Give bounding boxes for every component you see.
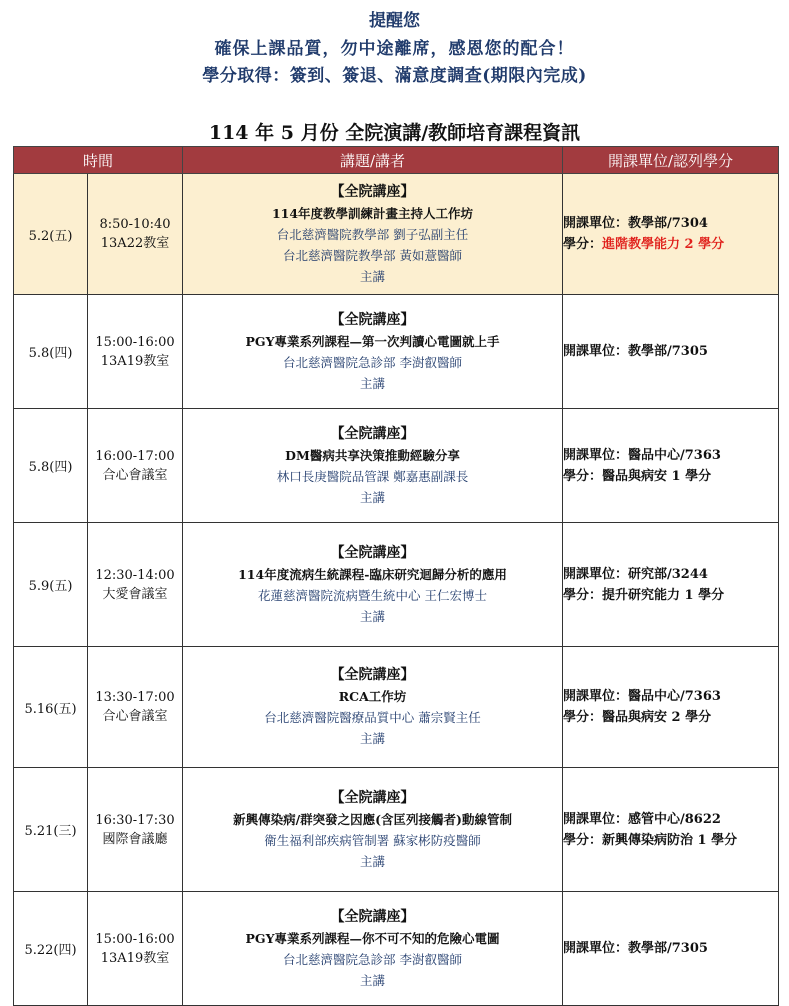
lecture-tag: 【全院講座】 (330, 908, 415, 925)
row-date: 5.2(五) (14, 174, 88, 295)
speaker: 林口長庚醫院品管課 鄭嘉惠副課長 (276, 468, 469, 484)
row-room: 13A19教室 (100, 950, 170, 966)
row-time-room (88, 409, 183, 523)
row-time-room (88, 523, 183, 647)
speaker: 台北慈濟醫院急診部 李澍叡醫師 (283, 354, 462, 370)
lecture-tag: 【全院講座】 (330, 667, 415, 683)
course-unit: 開課單位：感管中心/8622 (563, 811, 721, 827)
credit-label: 學分： (563, 587, 603, 603)
row-topic (183, 409, 563, 523)
row-room: 13A19教室 (100, 353, 170, 369)
speaker-role: 主講 (360, 489, 386, 505)
header-unit: 開課單位/認列學分 (563, 147, 779, 174)
row-time: 13:30-17:00 (95, 690, 175, 705)
course-title: PGY專業系列課程—你不可不知的危險心電圖 (245, 930, 500, 946)
page-title: 114 年 5 月份 全院演講/教師培育課程資訊 (208, 122, 581, 144)
course-title: DM醫病共享決策推動經驗分享 (285, 447, 460, 463)
course-title: PGY專業系列課程—第一次判讀心電圖就上手 (245, 333, 500, 349)
lecture-tag: 【全院講座】 (330, 311, 415, 328)
row-date: 5.9(五) (14, 523, 88, 647)
row-unit-credit (563, 523, 779, 647)
speaker-role: 主講 (360, 375, 386, 391)
row-time: 12:30-14:00 (95, 567, 175, 583)
lecture-tag: 【全院講座】 (330, 789, 415, 806)
row-date: 5.8(四) (14, 409, 88, 523)
course-title: RCA工作坊 (338, 689, 407, 704)
lecture-tag: 【全院講座】 (330, 544, 415, 561)
row-date: 5.8(四) (14, 295, 88, 409)
speaker-role: 主講 (360, 731, 386, 746)
table-row (14, 174, 779, 295)
credit-label: 學分： (563, 710, 603, 725)
speaker-role: 主講 (360, 853, 386, 869)
credit-line (563, 234, 778, 255)
credit-value: 進階教學能力 2 學分 (602, 237, 725, 252)
credit-line (563, 830, 778, 851)
course-unit: 開課單位：教學部/7304 (563, 216, 708, 231)
lecture-tag: 【全院講座】 (330, 425, 415, 442)
row-unit-credit (563, 647, 779, 768)
row-room: 合心會議室 (102, 467, 168, 483)
speaker: 台北慈濟醫院急診部 李澍叡醫師 (283, 951, 462, 967)
header-time: 時間 (14, 147, 183, 174)
row-topic (183, 295, 563, 409)
row-topic (183, 768, 563, 892)
row-date: 5.22(四) (14, 892, 88, 1006)
row-time: 16:30-17:30 (95, 812, 175, 828)
credit-line (563, 707, 778, 728)
speaker: 台北慈濟醫院教學部 黃如薏醫師 (283, 247, 462, 263)
speaker: 花蓮慈濟醫院流病暨生統中心 王仁宏博士 (258, 587, 487, 603)
row-date: 5.21(三) (14, 768, 88, 892)
row-topic (183, 174, 563, 295)
row-room: 13A22教室 (100, 236, 170, 251)
row-room: 大愛會議室 (102, 586, 168, 602)
speaker: 台北慈濟醫院教學部 劉子弘副主任 (276, 226, 469, 242)
reminder-credit-rules: 學分取得：簽到、簽退、滿意度調查(期限內完成) (202, 66, 587, 86)
speaker-role: 主講 (360, 608, 386, 624)
credit-label: 學分： (563, 237, 603, 252)
table-row (14, 523, 779, 647)
credit-value: 提升研究能力 1 學分 (602, 587, 725, 603)
course-unit: 開課單位：醫品中心/7363 (563, 689, 721, 704)
speaker: 衛生福利部疾病管制署 蘇家彬防疫醫師 (264, 832, 481, 848)
schedule-table (13, 146, 779, 1006)
course-title: 新興傳染病/群突發之因應(含匡列接觸者)動線管制 (233, 811, 512, 827)
credit-value: 醫品與病安 2 學分 (602, 710, 712, 725)
table-row (14, 768, 779, 892)
credit-label: 學分： (563, 832, 603, 848)
row-time-room (88, 768, 183, 892)
course-unit: 開課單位：教學部/7305 (563, 344, 708, 359)
course-title: 114年度流病生統課程-臨床研究迴歸分析的應用 (238, 566, 507, 582)
row-time: 16:00-17:00 (95, 448, 175, 464)
row-unit-credit (563, 295, 779, 409)
row-time-room (88, 892, 183, 1006)
table-header-row (14, 147, 779, 174)
lecture-tag: 【全院講座】 (330, 183, 415, 200)
row-unit-credit (563, 174, 779, 295)
course-unit: 開課單位：教學部/7305 (563, 941, 708, 956)
reminder-notice: 確保上課品質，勿中途離席，感恩您的配合！ (214, 39, 575, 59)
credit-line (563, 466, 778, 487)
table-row (14, 295, 779, 409)
credit-line (563, 585, 778, 606)
row-time: 8:50-10:40 (99, 217, 171, 232)
row-unit-credit (563, 768, 779, 892)
row-time-room (88, 174, 183, 295)
course-title: 114年度教學訓練計畫主持人工作坊 (271, 205, 474, 221)
row-time: 15:00-16:00 (95, 931, 175, 947)
course-unit: 開課單位：醫品中心/7363 (563, 447, 721, 463)
row-room: 合心會議室 (102, 709, 168, 724)
speaker: 台北慈濟醫院醫療品質中心 蕭宗賢主任 (264, 710, 481, 725)
table-row (14, 647, 779, 768)
row-time-room (88, 295, 183, 409)
row-date: 5.16(五) (14, 647, 88, 768)
course-unit: 開課單位：研究部/3244 (563, 566, 708, 582)
row-topic (183, 892, 563, 1006)
row-room: 國際會議廳 (102, 831, 168, 847)
table-row (14, 409, 779, 523)
credit-label: 學分： (563, 468, 603, 484)
row-topic (183, 523, 563, 647)
row-unit-credit (563, 409, 779, 523)
header-topic: 講題/講者 (183, 147, 563, 174)
credit-value: 新興傳染病防治 1 學分 (602, 832, 738, 848)
row-topic (183, 647, 563, 768)
reminder-heading: 提醒您 (369, 11, 420, 31)
row-unit-credit (563, 892, 779, 1006)
table-row (14, 892, 779, 1006)
row-time: 15:00-16:00 (95, 334, 175, 350)
row-time-room (88, 647, 183, 768)
speaker-role: 主講 (360, 972, 386, 988)
speaker-role: 主講 (360, 268, 386, 284)
credit-value: 醫品與病安 1 學分 (602, 468, 712, 484)
